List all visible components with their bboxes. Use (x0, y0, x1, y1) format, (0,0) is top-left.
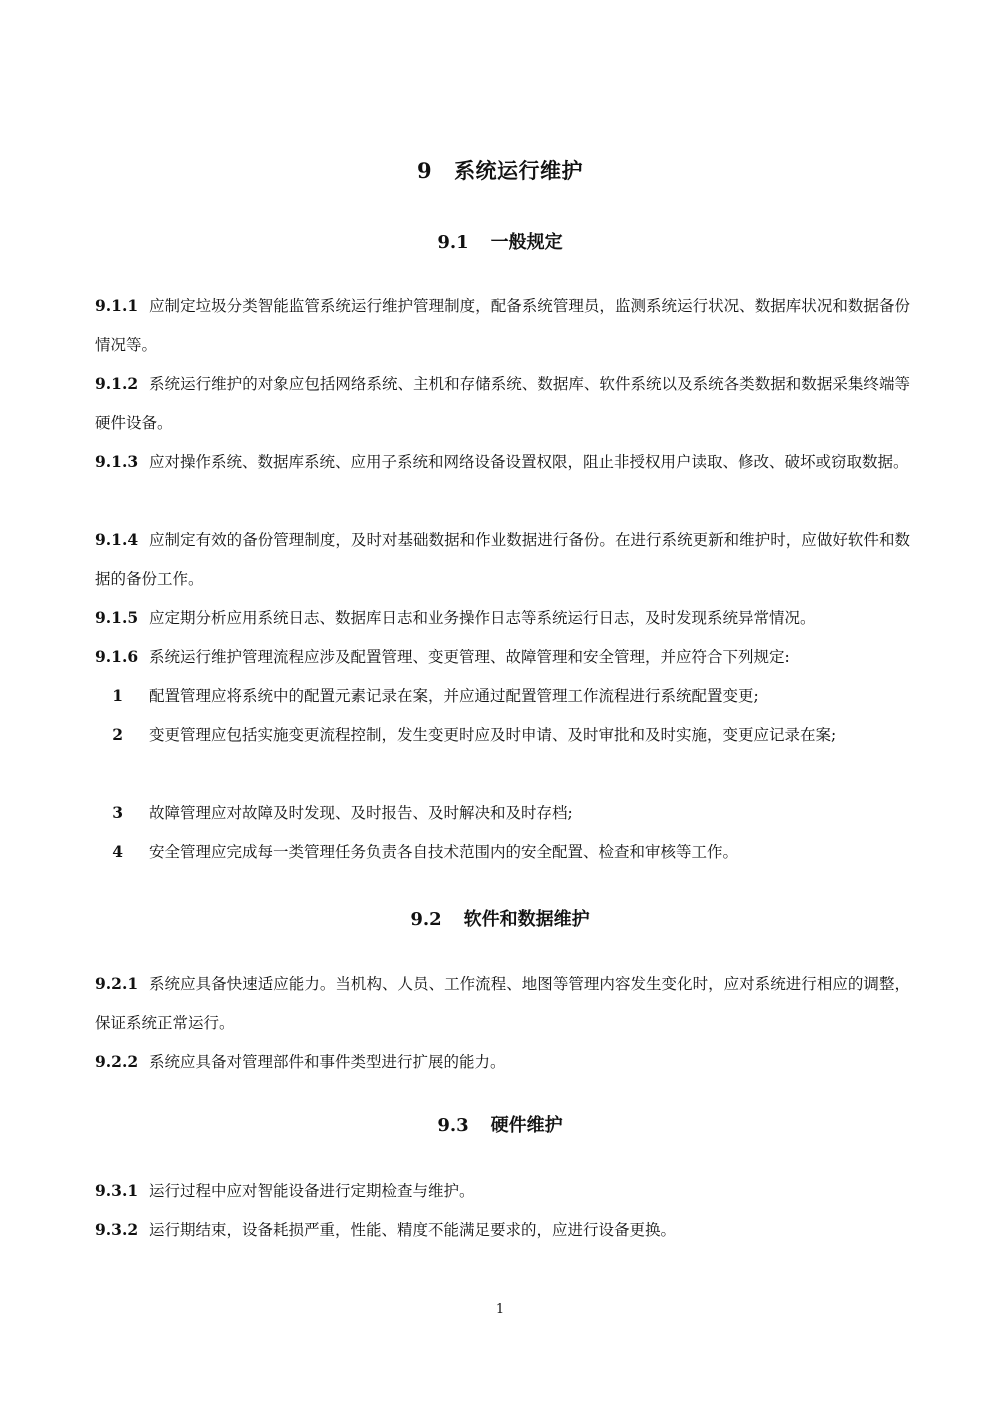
clause-9-1-4 (95, 520, 910, 599)
clause-text: 应定期分析应用系统日志、数据库日志和业务操作日志等系统运行日志，及时发现系统异常情况。 (149, 609, 816, 627)
clause-number: 9.3.1 (95, 1181, 139, 1200)
clause-9-2-1 (95, 964, 910, 1043)
clause-number: 9.3.2 (95, 1220, 139, 1239)
clause-text: 应制定垃圾分类智能监管系统运行维护管理制度，配备系统管理员，监测系统运行状况、数据库状况和数据备份情况等。 (95, 297, 910, 354)
item-text: 安全管理应完成每一类管理任务负责各自技术范围内的安全配置、检查和审核等工作。 (149, 843, 739, 861)
clause-text: 应制定有效的备份管理制度，及时对基础数据和作业数据进行备份。在进行系统更新和维护时，应做好软件和数据的备份工作。 (95, 531, 910, 588)
clause-text: 系统应具备对管理部件和事件类型进行扩展的能力。 (149, 1053, 506, 1071)
clause-text: 运行期结束，设备耗损严重，性能、精度不能满足要求的，应进行设备更换。 (149, 1221, 677, 1239)
page-number: 1 (495, 1302, 505, 1317)
item-text: 故障管理应对故障及时发现、及时报告、及时解决和及时存档; (149, 804, 573, 822)
clause-number: 9.1.5 (95, 608, 139, 627)
clause-text: 系统运行维护的对象应包括网络系统、主机和存储系统、数据库、软件系统以及系统各类数据和数据采集终端等硬件设备。 (95, 375, 910, 432)
clause-text: 应对操作系统、数据库系统、应用子系统和网络设备设置权限，阻止非授权用户读取、修改、破坏或窃取数据。 (149, 453, 909, 471)
item-number: 2 (112, 725, 123, 744)
clause-9-1-2 (95, 364, 910, 443)
section-title: 硬件维护 (490, 1115, 563, 1136)
clause-9-3-1 (95, 1171, 910, 1211)
clause-9-1-5 (95, 598, 910, 638)
clause-9-1-6 (95, 637, 910, 677)
list-item-1 (95, 676, 910, 716)
section-heading-9-2 (0, 907, 1000, 933)
section-title: 软件和数据维护 (463, 909, 590, 930)
list-item-2 (95, 715, 910, 755)
list-item-3 (95, 793, 910, 833)
clause-9-1-3 (95, 442, 910, 482)
section-number: 9.3 (437, 1115, 469, 1136)
clause-9-2-2 (95, 1042, 910, 1082)
clause-number: 9.1.2 (95, 374, 139, 393)
clause-number: 9.1.6 (95, 647, 139, 666)
clause-number: 9.2.1 (95, 974, 139, 993)
item-number: 1 (112, 686, 123, 705)
item-text: 配置管理应将系统中的配置元素记录在案，并应通过配置管理工作流程进行系统配置变更; (149, 687, 759, 705)
chapter-heading (0, 156, 1000, 186)
clause-text: 运行过程中应对智能设备进行定期检查与维护。 (149, 1182, 475, 1200)
chapter-title: 系统运行维护 (454, 158, 584, 183)
item-number: 4 (112, 842, 123, 861)
list-item-4 (95, 832, 910, 872)
item-text: 变更管理应包括实施变更流程控制，发生变更时应及时申请、及时审批和及时实施，变更应记录在案; (149, 726, 837, 744)
clause-9-3-2 (95, 1210, 910, 1250)
clause-text: 系统应具备快速适应能力。当机构、人员、工作流程、地图等管理内容发生变化时，应对系统进行相应的调整，保证系统正常运行。 (95, 975, 910, 1032)
clause-number: 9.2.2 (95, 1052, 139, 1071)
clause-number: 9.1.4 (95, 530, 139, 549)
section-heading-9-1 (0, 230, 1000, 256)
clause-text: 系统运行维护管理流程应涉及配置管理、变更管理、故障管理和安全管理，并应符合下列规定: (149, 648, 790, 666)
clause-9-1-1 (95, 286, 910, 365)
section-heading-9-3 (0, 1113, 1000, 1139)
chapter-number: 9 (416, 158, 433, 183)
clause-number: 9.1.3 (95, 452, 139, 471)
clause-number: 9.1.1 (95, 296, 139, 315)
section-title: 一般规定 (490, 232, 563, 253)
item-number: 3 (112, 803, 123, 822)
section-number: 9.2 (410, 909, 442, 930)
section-number: 9.1 (437, 232, 469, 253)
